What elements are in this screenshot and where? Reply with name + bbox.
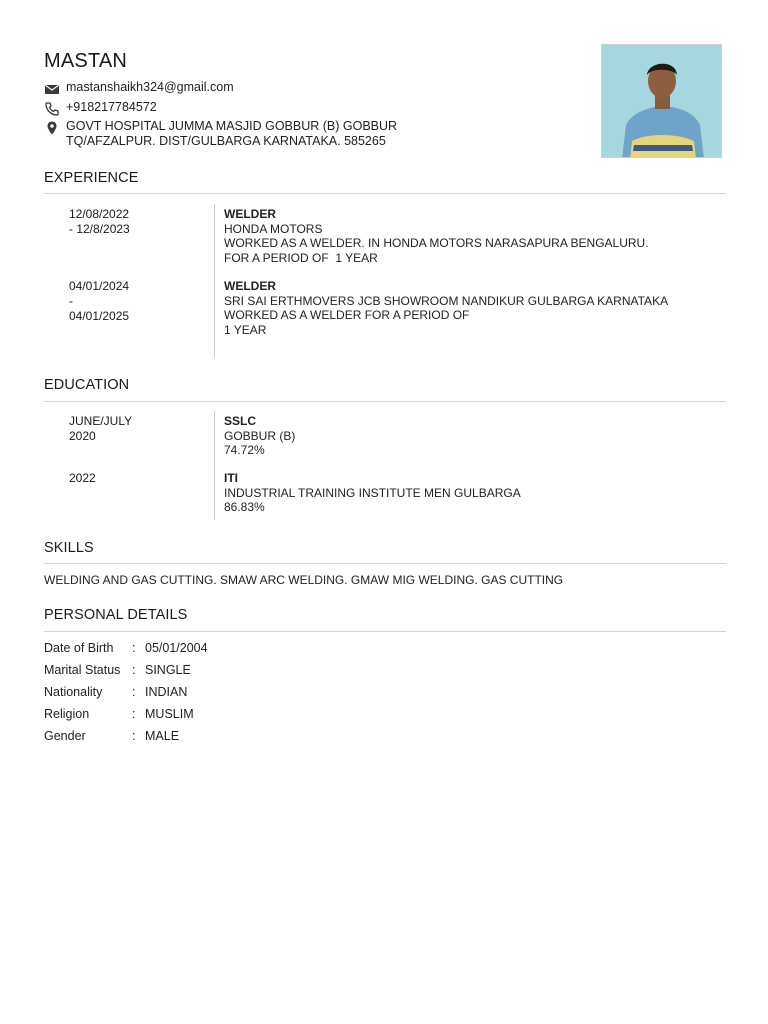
education-timeline [214,411,215,520]
education-1-details: SSLC GOBBUR (B) 74.72% [224,414,296,457]
address-row [44,119,397,149]
phone-text: +918217784572 [66,100,157,114]
experience-heading: EXPERIENCE [44,170,139,186]
email-text: mastanshaikh324@gmail.com [66,80,234,94]
education-2-qualification: ITI [224,471,238,485]
personal-details-heading: PERSONAL DETAILS [44,607,188,623]
profile-photo [601,44,722,158]
skills-heading: SKILLS [44,540,94,556]
nationality-label: Nationality [44,685,103,699]
marital-status-value: SINGLE [145,663,191,677]
experience-2-date: 04/01/2024 - 04/01/2025 [69,279,130,323]
phone-icon [44,101,60,117]
candidate-name: MASTAN [44,50,128,72]
dob-label: Date of Birth [44,641,114,655]
education-1-date: JUNE/JULY 2020 [69,414,133,443]
education-heading: EDUCATION [44,377,130,393]
phone-row [44,100,157,117]
skills-divider [44,563,726,564]
marital-status-label: Marital Status [44,663,121,677]
skills-text: WELDING AND GAS CUTTING. SMAW ARC WELDING. GMAW MIG WELDING. GAS CUTTING [44,573,564,587]
address-line-2: TQ/AFZALPUR. DIST/GULBARGA KARNATAKA. 585265 [66,134,386,148]
religion-value: MUSLIM [145,707,194,721]
email-icon [44,81,60,97]
address-text [66,119,397,149]
experience-timeline [214,204,215,358]
education-divider [44,401,726,402]
personal-details-divider [44,631,726,632]
experience-1-date: 12/08/2022 - 12/8/2023 [69,207,130,236]
email-row [44,80,234,97]
dob-value: 05/01/2004 [145,641,208,655]
experience-2-role: WELDER [224,279,276,293]
education-1-qualification: SSLC [224,414,257,428]
education-2-date: 2022 [69,471,96,485]
education-2-details: ITI INDUSTRIAL TRAINING INSTITUTE MEN GULBARGA 86.83% [224,471,521,514]
gender-value: MALE [145,729,180,743]
location-pin-icon [44,120,60,136]
gender-label: Gender [44,729,86,743]
religion-label: Religion [44,707,90,721]
experience-1-role: WELDER [224,207,276,221]
experience-1-details: WELDER HONDA MOTORS WORKED AS A WELDER. IN HONDA MOTORS NARASAPURA BENGALURU. FOR A PERIOD OF 1 YEAR [224,207,649,265]
nationality-value: INDIAN [145,685,188,699]
address-line-1: GOVT HOSPITAL JUMMA MASJID GOBBUR (B) GOBBUR [66,119,398,133]
experience-2-details: WELDER SRI SAI ERTHMOVERS JCB SHOWROOM NANDIKUR GULBARGA KARNATAKA WORKED AS A WELDER FOR A PERIOD OF 1 YEAR [224,279,669,337]
experience-divider [44,193,726,194]
resume-page: MASTAN mastanshaikh324@gmail.com +918217784572 GOVT HOSPITAL JUMMA MASJID GOBBUR (B) GOBBUR TQ/AFZALPUR. DIST/GULBARGA KARNATAKA. 585265 EXPERIENCE 12/08/2022 - 12/8/2023 WELDER HONDA MOTORS WORKED AS A WELDER. IN HONDA MOTORS NARASAPURA BENGALURU. FOR A PERIOD OF 1 YEAR 04/01/2024 - 04/01/2025 WELDER SRI SAI ERTHMOVERS JCB SHOWROOM NANDIKUR GULBARGA KARNATAKA WORKED AS A WELDER FOR A PERIOD OF 1 YEAR EDUCATION JUNE/JULY 2020 SSLC GOBBUR (B) 74.72% 2022 ITI INDUSTRIAL TRAINING INSTITUTE MEN GULBARGA 86.83% SKILLS WELDING AND GAS CUTTING. SMAW ARC WELDING. GMAW MIG WELDING. GAS CUTTING PERSONAL DETAILS Date of Birth : 05/01/2004 Marital Status : SINGLE Nationality : INDIAN Religion : MUSLIM Gender : MALE [0,0,768,1024]
